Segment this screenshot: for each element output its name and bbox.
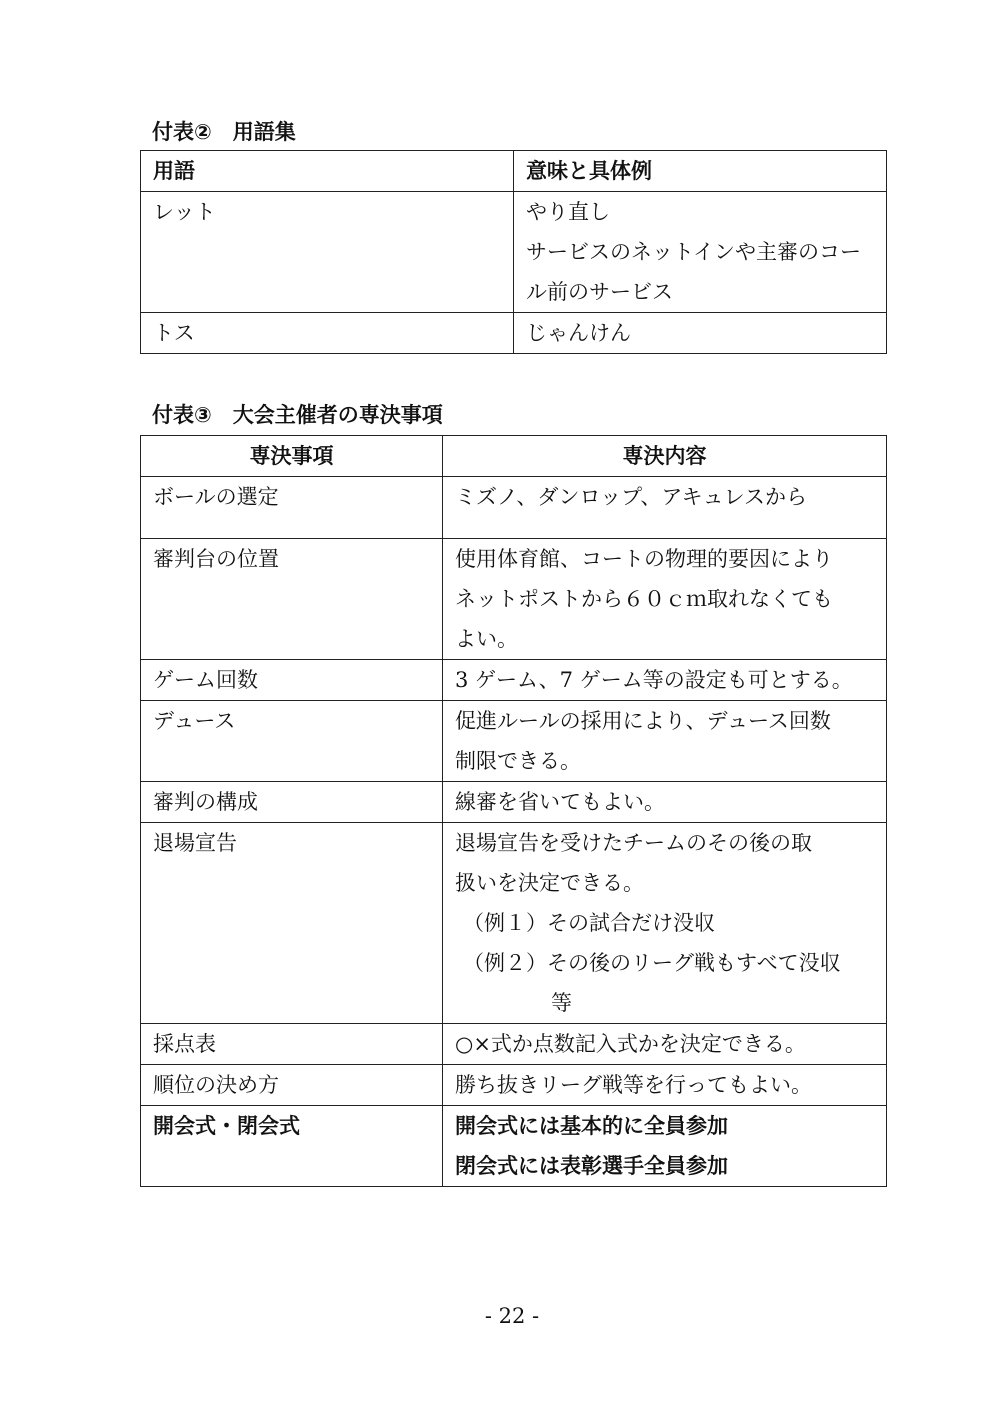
glossary-meaning-line: ル前のサービス bbox=[526, 280, 673, 304]
glossary-header-term: 用語 bbox=[141, 151, 514, 192]
decision-content-line: 制限できる。 bbox=[455, 749, 581, 773]
decisions-header-row bbox=[141, 436, 887, 477]
decision-content-line: 線審を省いてもよい。 bbox=[455, 790, 665, 814]
glossary-term: レット bbox=[141, 192, 514, 313]
glossary-meaning bbox=[514, 192, 887, 313]
decision-row bbox=[141, 1065, 887, 1106]
decision-content bbox=[443, 660, 887, 701]
decision-row bbox=[141, 823, 887, 1024]
glossary-term: トス bbox=[141, 313, 514, 354]
decision-row bbox=[141, 1106, 887, 1187]
decision-content-line: ○×式か点数記入式かを決定できる。 bbox=[455, 1032, 806, 1056]
decision-content-line: （例２）その後のリーグ戦もすべて没収 bbox=[463, 951, 841, 975]
glossary-row bbox=[141, 192, 887, 313]
decision-content bbox=[443, 1024, 887, 1065]
decision-item: ボールの選定 bbox=[141, 477, 443, 539]
decision-item: 採点表 bbox=[141, 1024, 443, 1065]
decision-row bbox=[141, 701, 887, 782]
decisions-header-item: 専決事項 bbox=[141, 436, 443, 477]
decision-item: 順位の決め方 bbox=[141, 1065, 443, 1106]
decision-content-line: （例１）その試合だけ没収 bbox=[463, 911, 715, 935]
glossary-header-meaning: 意味と具体例 bbox=[514, 151, 887, 192]
decision-content-line: よい。 bbox=[455, 627, 518, 651]
decision-content-line: 等 bbox=[551, 991, 572, 1015]
glossary-header-row bbox=[141, 151, 887, 192]
decisions-heading: 付表③ 大会主催者の専決事項 bbox=[152, 403, 443, 427]
decision-content bbox=[443, 477, 887, 539]
page-number: - 22 - bbox=[484, 1304, 540, 1328]
glossary-meaning bbox=[514, 313, 887, 354]
glossary-meaning-line: やり直し bbox=[526, 200, 610, 224]
decision-content bbox=[443, 539, 887, 660]
decision-content-line: 開会式には基本的に全員参加 bbox=[455, 1114, 728, 1138]
decision-content-line: 使用体育館、コートの物理的要因により bbox=[455, 547, 833, 571]
glossary-heading: 付表② 用語集 bbox=[152, 120, 296, 144]
decisions-header-content: 専決内容 bbox=[443, 436, 887, 477]
decision-content-line: 閉会式には表彰選手全員参加 bbox=[455, 1154, 728, 1178]
glossary-meaning-line: じゃんけん bbox=[526, 321, 631, 345]
decision-row bbox=[141, 477, 887, 539]
decision-row bbox=[141, 1024, 887, 1065]
decision-content bbox=[443, 701, 887, 782]
decision-content-line: ミズノ、ダンロップ、アキュレスから bbox=[455, 485, 807, 509]
decision-content-line: 扱いを決定できる。 bbox=[455, 871, 644, 895]
decision-content bbox=[443, 782, 887, 823]
decision-content-line: 3 ゲーム、7 ゲーム等の設定も可とする。 bbox=[455, 668, 853, 692]
decision-row bbox=[141, 539, 887, 660]
decision-item: デュース bbox=[141, 701, 443, 782]
decision-item: 退場宣告 bbox=[141, 823, 443, 1024]
decision-content-line: ネットポストから６０ｃｍ取れなくても bbox=[455, 587, 833, 611]
decision-content bbox=[443, 823, 887, 1024]
decision-content bbox=[443, 1106, 887, 1187]
glossary-meaning-line: サービスのネットインや主審のコー bbox=[526, 240, 861, 264]
decision-content bbox=[443, 1065, 887, 1106]
decision-row bbox=[141, 660, 887, 701]
decision-content-line: 勝ち抜きリーグ戦等を行ってもよい。 bbox=[455, 1073, 812, 1097]
glossary-row bbox=[141, 313, 887, 354]
decision-item: 審判の構成 bbox=[141, 782, 443, 823]
decision-item: 審判台の位置 bbox=[141, 539, 443, 660]
decision-content-line: 促進ルールの採用により、デュース回数 bbox=[455, 709, 831, 733]
decision-item: 開会式・閉会式 bbox=[141, 1106, 443, 1187]
decision-content-line: 退場宣告を受けたチームのその後の取 bbox=[455, 831, 812, 855]
decisions-table bbox=[140, 435, 887, 1187]
decision-item: ゲーム回数 bbox=[141, 660, 443, 701]
glossary-table bbox=[140, 150, 887, 354]
decision-row bbox=[141, 782, 887, 823]
